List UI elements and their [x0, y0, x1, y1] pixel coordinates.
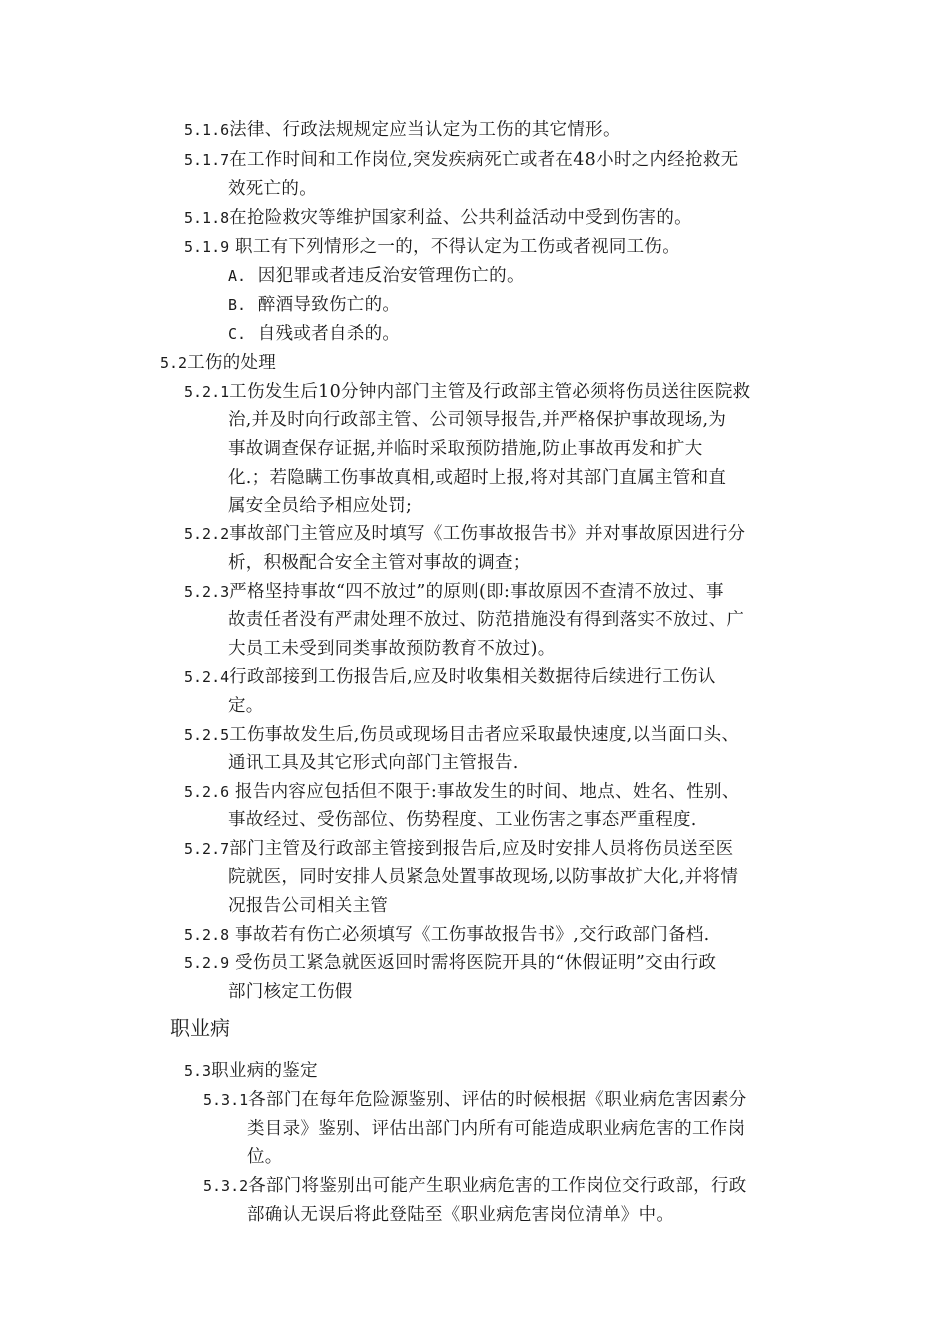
- clause-text: 通讯工具及其它形式向部门主管报告.: [228, 753, 519, 773]
- clause-number: 5.2.8: [184, 926, 230, 944]
- text-line: [228, 862, 738, 892]
- clause-number: 5.3.1: [203, 1091, 249, 1109]
- clause-number: 5.1.7: [184, 151, 230, 169]
- clause-text: 职工有下列情形之一的，不得认定为工伤或者视同工伤。: [229, 237, 681, 257]
- clause-number: 5.2.9: [184, 954, 230, 972]
- text-line: [228, 319, 400, 349]
- text-line: [184, 920, 710, 950]
- clause-number: 5.2.7: [184, 840, 230, 858]
- clause-text: 院就医，同时安排人员紧急处置事故现场,以防事故扩大化,并将情: [228, 867, 739, 887]
- clause-text: 法律、行政法规规定应当认定为工伤的其它情形。: [229, 120, 621, 140]
- clause-text: 大员工未受到同类事故预防教育不放过)。: [228, 639, 556, 659]
- text-line: [228, 261, 525, 291]
- text-line: [184, 720, 739, 750]
- clause-text: 各部门将鉴别出可能产生职业病危害的工作岗位交行政部，行政: [248, 1176, 747, 1196]
- section-heading: 职业病: [170, 1016, 230, 1040]
- text-line: [160, 348, 276, 378]
- clause-text: 事故若有伤亡必须填写《工伤事故报告书》,交行政部门备档.: [229, 925, 710, 945]
- text-line: [228, 891, 388, 921]
- text-line: [228, 977, 353, 1007]
- clause-text: 工伤事故发生后,伤员或现场目击者应采取最快速度,以当面口头、: [229, 725, 740, 745]
- clause-text: 析，积极配合安全主管对事故的调查；: [228, 553, 531, 573]
- clause-number: 5.2.3: [184, 583, 230, 601]
- text-line: [228, 805, 697, 835]
- text-line: [247, 1142, 283, 1172]
- clause-text: 故责任者没有严肃处理不放过、防范措施没有得到落实不放过、广: [228, 610, 745, 630]
- text-line: [203, 1085, 747, 1115]
- clause-text: 位。: [247, 1147, 283, 1167]
- clause-text: 严格坚持事故“四不放过”的原则(即:事故原因不查清不放过、事: [229, 582, 724, 602]
- clause-text: 行政部接到工伤报告后,应及时收集相关数据待后续进行工伤认: [229, 667, 716, 687]
- text-line: [203, 1171, 747, 1201]
- text-line: [228, 634, 556, 664]
- clause-number: 5.1.8: [184, 209, 230, 227]
- text-line: [228, 405, 726, 435]
- text-line: [228, 691, 264, 721]
- clause-text: 部确认无误后将此登陆至《职业病危害岗位清单》中。: [247, 1205, 675, 1225]
- clause-text: 事故经过、受伤部位、伤势程度、工业伤害之事态严重程度.: [228, 810, 697, 830]
- clause-number: A.: [228, 267, 247, 285]
- text-line: [228, 434, 703, 464]
- clause-text: 属安全员给予相应处罚;: [228, 496, 413, 516]
- clause-text: 定。: [228, 696, 264, 716]
- text-line: [184, 662, 716, 692]
- clause-number: 5.2.1: [184, 383, 230, 401]
- clause-text: 事故部门主管应及时填写《工伤事故报告书》并对事故原因进行分: [229, 524, 746, 544]
- clause-number: C.: [228, 325, 247, 343]
- text-line: [184, 232, 680, 262]
- clause-text: 治,并及时向行政部主管、公司领导报告,并严格保护事故现场,为: [228, 410, 727, 430]
- text-line: [228, 463, 726, 493]
- clause-text: 化.；若隐瞒工伤事故真相,或超时上报,将对其部门直属主管和直: [228, 468, 727, 488]
- clause-text: 醉酒导致伤亡的。: [246, 295, 401, 315]
- text-line: [184, 519, 745, 549]
- text-line: [184, 777, 740, 807]
- clause-text: 部门核定工伤假: [228, 982, 353, 1002]
- clause-number: 5.3.2: [203, 1177, 249, 1195]
- text-line: [184, 948, 716, 978]
- clause-text: 职业病的鉴定: [211, 1061, 318, 1081]
- clause-number: 5.2.5: [184, 726, 230, 744]
- text-line: [228, 548, 531, 578]
- text-line: [228, 290, 400, 320]
- clause-number: 5.3: [184, 1062, 212, 1080]
- clause-text: 各部门在每年危险源鉴别、评估的时候根据《职业病危害因素分: [248, 1090, 747, 1110]
- clause-text: 况报告公司相关主管: [228, 896, 389, 916]
- clause-number: 5.2.4: [184, 668, 230, 686]
- clause-text: 事故调查保存证据,并临时采取预防措施,防止事故再发和扩大: [228, 439, 703, 459]
- text-line: [247, 1200, 674, 1230]
- text-line: [228, 491, 412, 521]
- text-line: [228, 605, 744, 635]
- clause-number: B.: [228, 296, 247, 314]
- text-line: [184, 145, 739, 175]
- text-line: [184, 577, 724, 607]
- text-line: [184, 203, 692, 233]
- text-line: [184, 834, 733, 864]
- text-line: [184, 115, 621, 145]
- clause-text: 工伤发生后10分钟内部门主管及行政部主管必须将伤员送往医院救: [229, 382, 751, 402]
- clause-text: 效死亡的。: [228, 179, 317, 199]
- clause-number: 5.2.6: [184, 783, 230, 801]
- clause-text: 工伤的处理: [187, 353, 277, 373]
- text-line: [228, 174, 317, 204]
- clause-text: 在抢险救灾等维护国家利益、公共利益活动中受到伤害的。: [229, 208, 692, 228]
- clause-text: 因犯罪或者违反治安管理伤亡的。: [246, 266, 525, 286]
- text-line: [228, 748, 519, 778]
- clause-text: 类目录》鉴别、评估出部门内所有可能造成职业病危害的工作岗: [247, 1119, 746, 1139]
- clause-text: 自残或者自杀的。: [246, 324, 401, 344]
- clause-text: 报告内容应包括但不限于:事故发生的时间、地点、姓名、性别、: [229, 782, 740, 802]
- text-line: [247, 1114, 745, 1144]
- clause-number: 5.2: [160, 354, 188, 372]
- clause-text: 在工作时间和工作岗位,突发疾病死亡或者在48小时之内经抢救无: [229, 150, 739, 170]
- clause-text: 部门主管及行政部主管接到报告后,应及时安排人员将伤员送至医: [229, 839, 734, 859]
- text-line: [184, 377, 750, 407]
- clause-number: 5.1.6: [184, 121, 230, 139]
- clause-number: 5.2.2: [184, 525, 230, 543]
- clause-number: 5.1.9: [184, 238, 230, 256]
- text-line: [184, 1056, 318, 1086]
- clause-text: 受伤员工紧急就医返回时需将医院开具的“休假证明”交由行政: [229, 953, 717, 973]
